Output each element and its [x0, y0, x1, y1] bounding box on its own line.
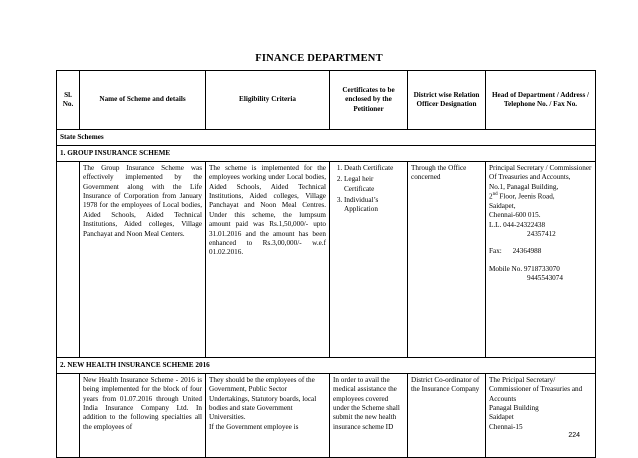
scheme2-certificates: In order to avail the medical assistance the employees covered under the Scheme shall submit the new health insurance scheme ID [330, 374, 408, 458]
eligibility-paragraph: They should be the employees of the Government, Public Sector Undertakings, Statutory boards, local bodies and state Government Universities. [209, 376, 317, 422]
list-item: 3. Individual’s Application [344, 196, 404, 215]
scheme1-head [486, 162, 596, 358]
head-line: Chennai-15 [489, 422, 523, 431]
col-header-sl: Sl. No. [57, 71, 80, 130]
floor-text: Floor, Jeenis Road, [497, 192, 555, 201]
head-line: The Pricipal Secretary/ Commissioner of Treasuries and Accounts [489, 376, 583, 403]
list-item: 2. Legal heir Certificate [344, 175, 404, 194]
fax-number: 24364988 [512, 247, 542, 256]
col-header-eligibility: Eligibility Criteria [206, 71, 330, 130]
head-line: Saidapet [489, 413, 514, 422]
scheme2-officer: District Co-ordinator of the Insurance Company [408, 374, 486, 458]
head-line: Saidapet, [489, 201, 516, 210]
scheme1-eligibility: The scheme is implemented for the employees working under Local bodies, Aided Schools, Aided Technical Institutions, Aided colleges, Village Panchayat and Noon Meal Centres. Under this scheme, the lumpsum amount paid was Rs.1,50,000/- upto 31.01.2016 and the amount has been enhanced to Rs.3,00,000/- w.e.f 01.02.2016. [206, 162, 330, 358]
head-line: Of Treasuries and Accounts, [489, 173, 571, 182]
head-line-floor [489, 192, 592, 202]
scheme1-officer: Through the Office concerned [408, 162, 486, 358]
scheme1-details: The Group Insurance Scheme was effectively implemented by the Government along with the Life Insurance of Corporation from January 1978 for the employees of Local bodies, Aided Schools, Aided Technical Institutions, Aided colleges, Village Panchayat and Noon Meal Centers. [80, 162, 206, 358]
section-row-scheme2 [57, 358, 596, 374]
col-header-certificates: Certificates to be enclosed by the Petitioner [330, 71, 408, 130]
table-row [57, 374, 596, 458]
eligibility-paragraph: If the Government employee is [209, 422, 299, 431]
fax-label: Fax: [489, 247, 502, 256]
head-line: Chennai-600 015. [489, 211, 541, 220]
phone-line-2: 24357412 [527, 229, 556, 238]
phone-line: L.L. 044-24322438 [489, 220, 546, 229]
head-line: No.1, Panagal Building, [489, 182, 559, 191]
table-header-row [57, 71, 596, 130]
scheme2-heading: 2. NEW HEALTH INSURANCE SCHEME 2016 [57, 358, 596, 374]
col-header-head: Head of Department / Address / Telephone No. / Fax No. [486, 71, 596, 130]
scheme1-certificates [330, 162, 408, 358]
schemes-table [56, 70, 596, 458]
section-row-scheme1 [57, 146, 596, 162]
mobile-line-2: 9445543074 [527, 273, 563, 282]
scheme2-head [486, 374, 596, 458]
head-line: Panagal Building [489, 404, 539, 413]
mobile-line: Mobile No. 9718733070 [489, 264, 560, 273]
section-row-state [57, 130, 596, 146]
state-schemes-label: State Schemes [57, 130, 596, 146]
col-header-scheme: Name of Scheme and details [80, 71, 206, 130]
table-row [57, 162, 596, 358]
floor-suffix: nd [492, 192, 498, 198]
scheme2-eligibility [206, 374, 330, 458]
scheme2-sl-cell [57, 374, 80, 458]
head-line: Principal Secretary / Commissioner [489, 164, 592, 172]
floor-number: 2 [489, 192, 493, 201]
scheme1-heading: 1. GROUP INSURANCE SCHEME [57, 146, 596, 162]
page-number: 224 [568, 432, 580, 439]
fax-line [489, 247, 592, 256]
scheme1-certificate-list [333, 164, 404, 215]
list-item: 1. Death Certificate [344, 164, 404, 173]
scheme2-details: New Health Insurance Scheme - 2016 is being implemented for the block of four years from 01.07.2016 through United India Insurance Company Ltd. In addition to the following specialties all the employees of [80, 374, 206, 458]
page-title: FINANCE DEPARTMENT [255, 53, 383, 64]
col-header-officer: District wise Relation Officer Designation [408, 71, 486, 130]
scheme1-sl-cell [57, 162, 80, 358]
